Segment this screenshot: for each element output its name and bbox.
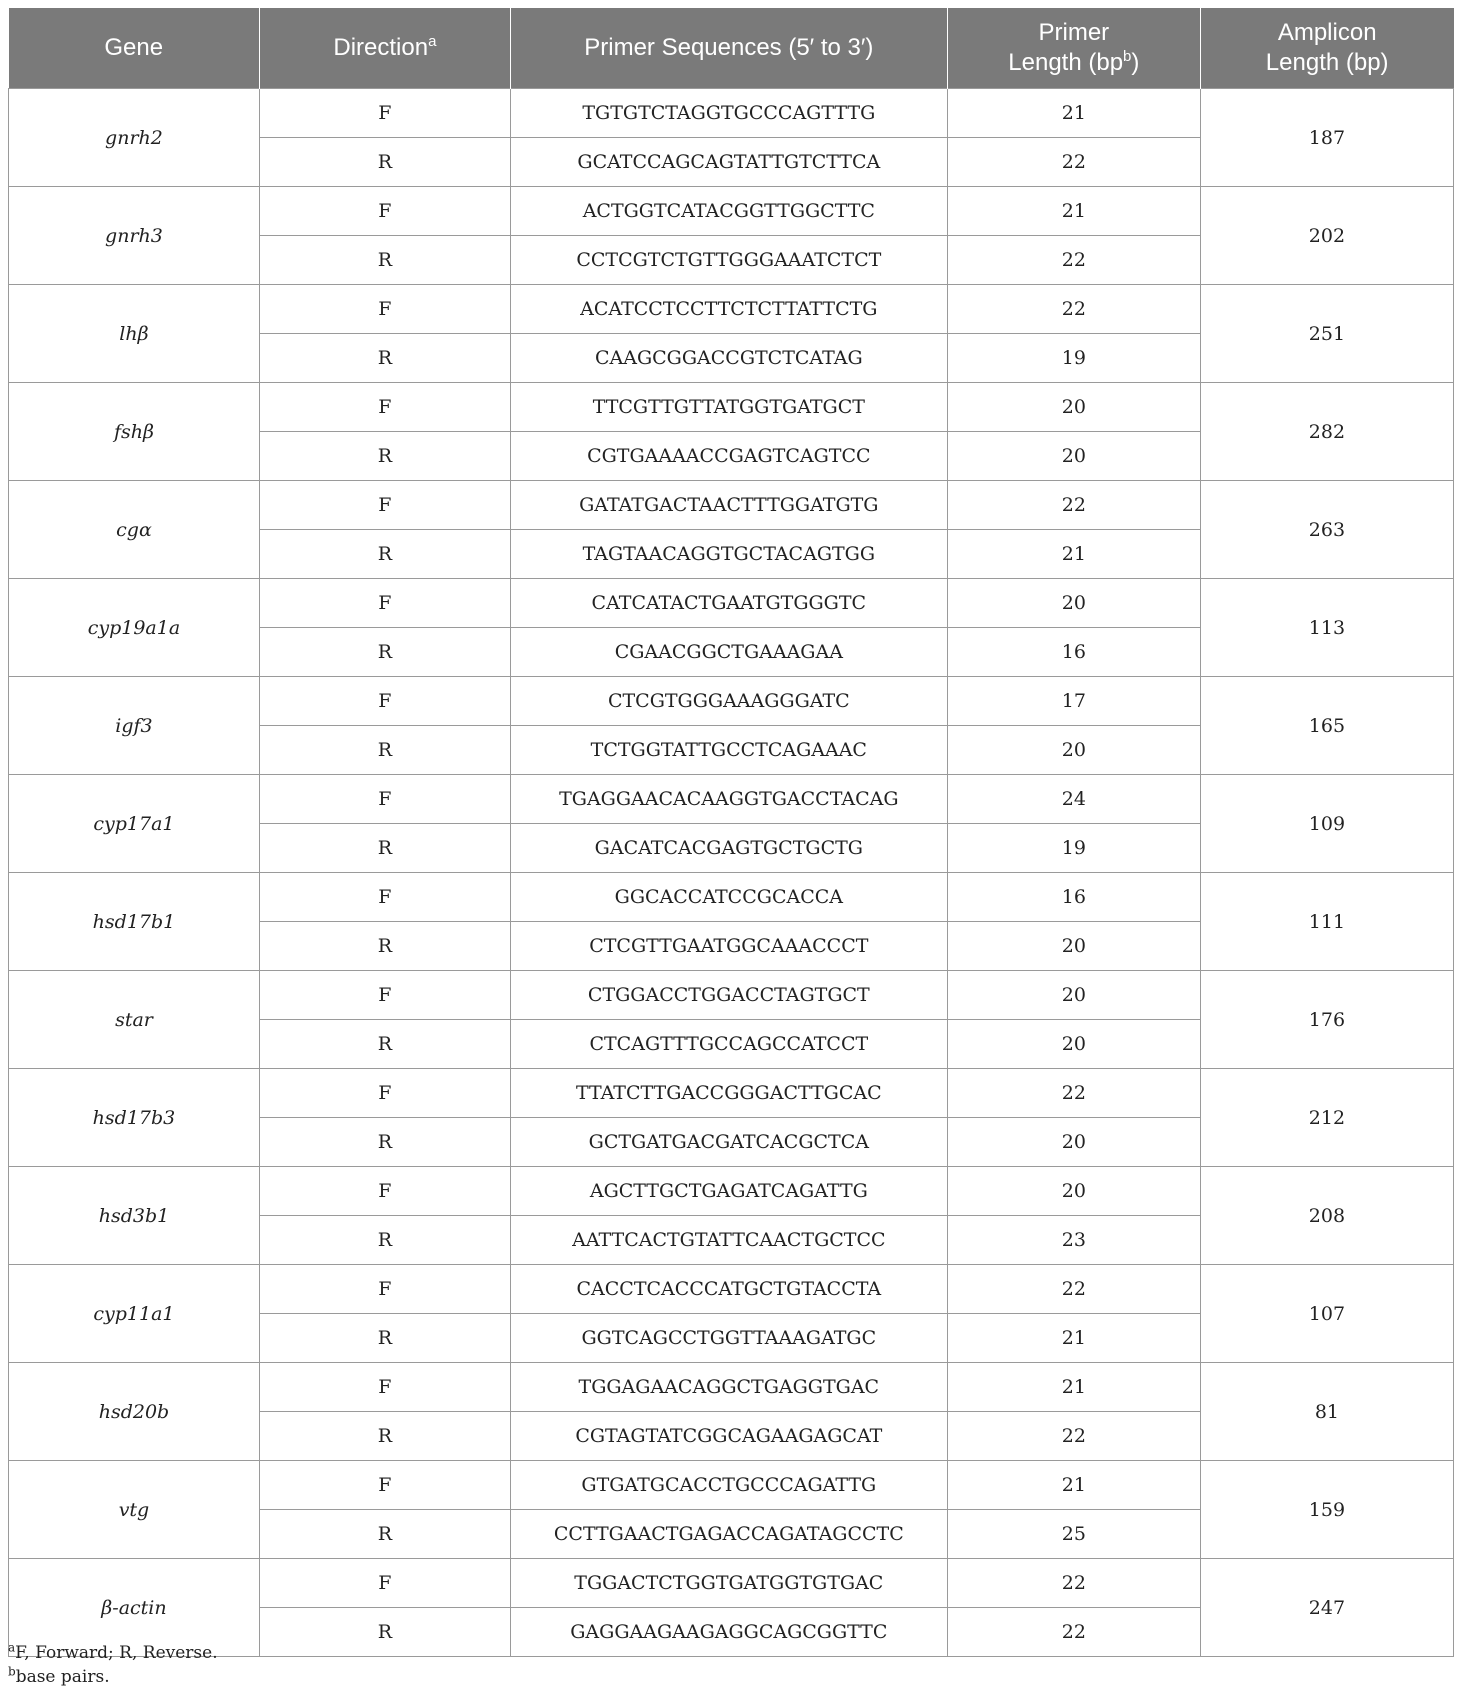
direction-cell: R [259, 530, 510, 579]
table-row [9, 971, 1454, 1020]
sequence-cell: CTCGTTGAATGGCAAACCCT [510, 922, 947, 971]
primer-length-cell: 22 [947, 481, 1200, 530]
header-gene: Gene [9, 8, 260, 89]
amplicon-length-cell: 187 [1200, 89, 1453, 187]
table-row [9, 873, 1454, 922]
primer-length-cell: 16 [947, 628, 1200, 677]
direction-cell: F [259, 873, 510, 922]
sequence-cell: CAAGCGGACCGTCTCATAG [510, 334, 947, 383]
gene-cell: vtg [9, 1461, 260, 1559]
sequence-cell: TGGACTCTGGTGATGGTGTGAC [510, 1559, 947, 1608]
sequence-cell: TCTGGTATTGCCTCAGAAAC [510, 726, 947, 775]
gene-cell: gnrh3 [9, 187, 260, 285]
sequence-cell: CCTCGTCTGTTGGGAAATCTCT [510, 236, 947, 285]
direction-cell: F [259, 1167, 510, 1216]
gene-cell: lhβ [9, 285, 260, 383]
direction-cell: F [259, 285, 510, 334]
sequence-cell: CTGGACCTGGACCTAGTGCT [510, 971, 947, 1020]
sequence-cell: CGTGAAAACCGAGTCAGTCC [510, 432, 947, 481]
direction-cell: F [259, 579, 510, 628]
primer-length-cell: 22 [947, 1559, 1200, 1608]
amplicon-length-cell: 208 [1200, 1167, 1453, 1265]
primer-length-cell: 24 [947, 775, 1200, 824]
table-row [9, 481, 1454, 530]
primer-length-cell: 21 [947, 89, 1200, 138]
direction-cell: F [259, 187, 510, 236]
direction-cell: R [259, 1510, 510, 1559]
amplicon-length-cell: 159 [1200, 1461, 1453, 1559]
amplicon-length-cell: 109 [1200, 775, 1453, 873]
direction-cell: F [259, 383, 510, 432]
header-direction: Direction$^a$ [259, 8, 510, 89]
header-direction-footnote-mark: a [428, 33, 437, 50]
gene-cell: cyp19a1a [9, 579, 260, 677]
direction-cell: R [259, 726, 510, 775]
amplicon-length-cell: 111 [1200, 873, 1453, 971]
primer-length-cell: 22 [947, 1608, 1200, 1657]
primer-length-cell: 17 [947, 677, 1200, 726]
sequence-cell: AATTCACTGTATTCAACTGCTCC [510, 1216, 947, 1265]
primer-length-cell: 19 [947, 334, 1200, 383]
table-row [9, 579, 1454, 628]
primer-length-cell: 20 [947, 1167, 1200, 1216]
sequence-cell: TGTGTCTAGGTGCCCAGTTTG [510, 89, 947, 138]
table-row [9, 1265, 1454, 1314]
sequence-cell: GATATGACTAACTTTGGATGTG [510, 481, 947, 530]
table-row [9, 187, 1454, 236]
table-row [9, 285, 1454, 334]
sequence-cell: TAGTAACAGGTGCTACAGTGG [510, 530, 947, 579]
gene-cell: igf3 [9, 677, 260, 775]
direction-cell: F [259, 677, 510, 726]
direction-cell: R [259, 236, 510, 285]
primer-length-cell: 20 [947, 726, 1200, 775]
direction-cell: F [259, 89, 510, 138]
gene-cell: hsd17b1 [9, 873, 260, 971]
direction-cell: F [259, 775, 510, 824]
gene-cell: hsd3b1 [9, 1167, 260, 1265]
sequence-cell: GTGATGCACCTGCCCAGATTG [510, 1461, 947, 1510]
primer-length-cell: 22 [947, 1069, 1200, 1118]
table-row [9, 775, 1454, 824]
table-row [9, 1559, 1454, 1608]
sequence-cell: GCATCCAGCAGTATTGTCTTCA [510, 138, 947, 187]
direction-cell: R [259, 1412, 510, 1461]
sequence-cell: CATCATACTGAATGTGGGTC [510, 579, 947, 628]
table-header [9, 8, 1454, 89]
sequence-cell: GAGGAAGAAGAGGCAGCGGTTC [510, 1608, 947, 1657]
direction-cell: R [259, 922, 510, 971]
table-row [9, 1363, 1454, 1412]
header-primer-length: Primer Length $(bp^b)$ [947, 8, 1200, 89]
primer-length-cell: 20 [947, 432, 1200, 481]
primer-length-cell: 22 [947, 236, 1200, 285]
table-row [9, 1167, 1454, 1216]
footnotes [8, 1641, 218, 1689]
header-primer-sequences: Primer Sequences (5′ to 3′) [510, 8, 947, 89]
primer-table [8, 8, 1454, 1657]
sequence-cell: GCTGATGACGATCACGCTCA [510, 1118, 947, 1167]
primer-length-cell: 20 [947, 383, 1200, 432]
primer-length-cell: 21 [947, 1314, 1200, 1363]
primer-length-cell: 23 [947, 1216, 1200, 1265]
footnote-a: $^a$F, Forward; R, Reverse. [8, 1640, 218, 1663]
direction-cell: R [259, 432, 510, 481]
direction-cell: R [259, 628, 510, 677]
amplicon-length-cell: 247 [1200, 1559, 1453, 1657]
sequence-cell: ACATCCTCCTTCTCTTATTCTG [510, 285, 947, 334]
gene-cell: cyp17a1 [9, 775, 260, 873]
sequence-cell: CTCAGTTTGCCAGCCATCCT [510, 1020, 947, 1069]
gene-cell: gnrh2 [9, 89, 260, 187]
header-amplicon-length: Amplicon Length (bp) [1200, 8, 1453, 89]
primer-length-cell: 20 [947, 579, 1200, 628]
direction-cell: R [259, 1216, 510, 1265]
primer-length-cell: 22 [947, 1412, 1200, 1461]
gene-cell: cyp11a1 [9, 1265, 260, 1363]
primer-length-cell: 20 [947, 1118, 1200, 1167]
table-row [9, 1461, 1454, 1510]
sequence-cell: AGCTTGCTGAGATCAGATTG [510, 1167, 947, 1216]
sequence-cell: TTCGTTGTTATGGTGATGCT [510, 383, 947, 432]
gene-cell: fshβ [9, 383, 260, 481]
direction-cell: F [259, 481, 510, 530]
primer-length-cell: 22 [947, 138, 1200, 187]
sequence-cell: TTATCTTGACCGGGACTTGCAC [510, 1069, 947, 1118]
primer-length-cell: 19 [947, 824, 1200, 873]
amplicon-length-cell: 212 [1200, 1069, 1453, 1167]
header-row [9, 8, 1454, 89]
direction-cell: F [259, 1461, 510, 1510]
primer-length-cell: 22 [947, 285, 1200, 334]
footnote-b: $^b$base pairs. [8, 1664, 110, 1687]
primer-length-cell: 21 [947, 530, 1200, 579]
sequence-cell: CGAACGGCTGAAAGAA [510, 628, 947, 677]
sequence-cell: TGAGGAACACAAGGTGACCTACAG [510, 775, 947, 824]
table-row [9, 1069, 1454, 1118]
gene-cell: cgα [9, 481, 260, 579]
amplicon-length-cell: 263 [1200, 481, 1453, 579]
direction-cell: R [259, 1608, 510, 1657]
amplicon-length-cell: 81 [1200, 1363, 1453, 1461]
primer-length-cell: 20 [947, 971, 1200, 1020]
sequence-cell: ACTGGTCATACGGTTGGCTTC [510, 187, 947, 236]
amplicon-length-cell: 251 [1200, 285, 1453, 383]
direction-cell: R [259, 1020, 510, 1069]
direction-cell: R [259, 1314, 510, 1363]
direction-cell: F [259, 1363, 510, 1412]
amplicon-length-cell: 282 [1200, 383, 1453, 481]
primer-length-cell: 20 [947, 1020, 1200, 1069]
direction-cell: R [259, 138, 510, 187]
sequence-cell: CCTTGAACTGAGACCAGATAGCCTC [510, 1510, 947, 1559]
direction-cell: F [259, 971, 510, 1020]
primer-length-cell: 16 [947, 873, 1200, 922]
direction-cell: F [259, 1265, 510, 1314]
amplicon-length-cell: 176 [1200, 971, 1453, 1069]
primer-length-cell: 22 [947, 1265, 1200, 1314]
table-row [9, 383, 1454, 432]
table-row [9, 677, 1454, 726]
primer-length-cell: 20 [947, 922, 1200, 971]
sequence-cell: GGTCAGCCTGGTTAAAGATGC [510, 1314, 947, 1363]
direction-cell: R [259, 334, 510, 383]
amplicon-length-cell: 202 [1200, 187, 1453, 285]
sequence-cell: TGGAGAACAGGCTGAGGTGAC [510, 1363, 947, 1412]
direction-cell: F [259, 1559, 510, 1608]
table-row [9, 89, 1454, 138]
sequence-cell: CACCTCACCCATGCTGTACCTA [510, 1265, 947, 1314]
primer-length-cell: 21 [947, 1461, 1200, 1510]
sequence-cell: GGCACCATCCGCACCA [510, 873, 947, 922]
header-primer-length-footnote-mark: b [1123, 48, 1132, 65]
amplicon-length-cell: 113 [1200, 579, 1453, 677]
primer-length-cell: 21 [947, 187, 1200, 236]
table-body [9, 89, 1454, 1657]
sequence-cell: CGTAGTATCGGCAGAAGAGCAT [510, 1412, 947, 1461]
primer-length-cell: 21 [947, 1363, 1200, 1412]
gene-cell: β-actin [9, 1559, 260, 1657]
direction-cell: R [259, 1118, 510, 1167]
gene-cell: star [9, 971, 260, 1069]
sequence-cell: CTCGTGGGAAAGGGATC [510, 677, 947, 726]
primer-length-cell: 25 [947, 1510, 1200, 1559]
direction-cell: F [259, 1069, 510, 1118]
amplicon-length-cell: 165 [1200, 677, 1453, 775]
gene-cell: hsd20b [9, 1363, 260, 1461]
sequence-cell: GACATCACGAGTGCTGCTG [510, 824, 947, 873]
gene-cell: hsd17b3 [9, 1069, 260, 1167]
amplicon-length-cell: 107 [1200, 1265, 1453, 1363]
direction-cell: R [259, 824, 510, 873]
